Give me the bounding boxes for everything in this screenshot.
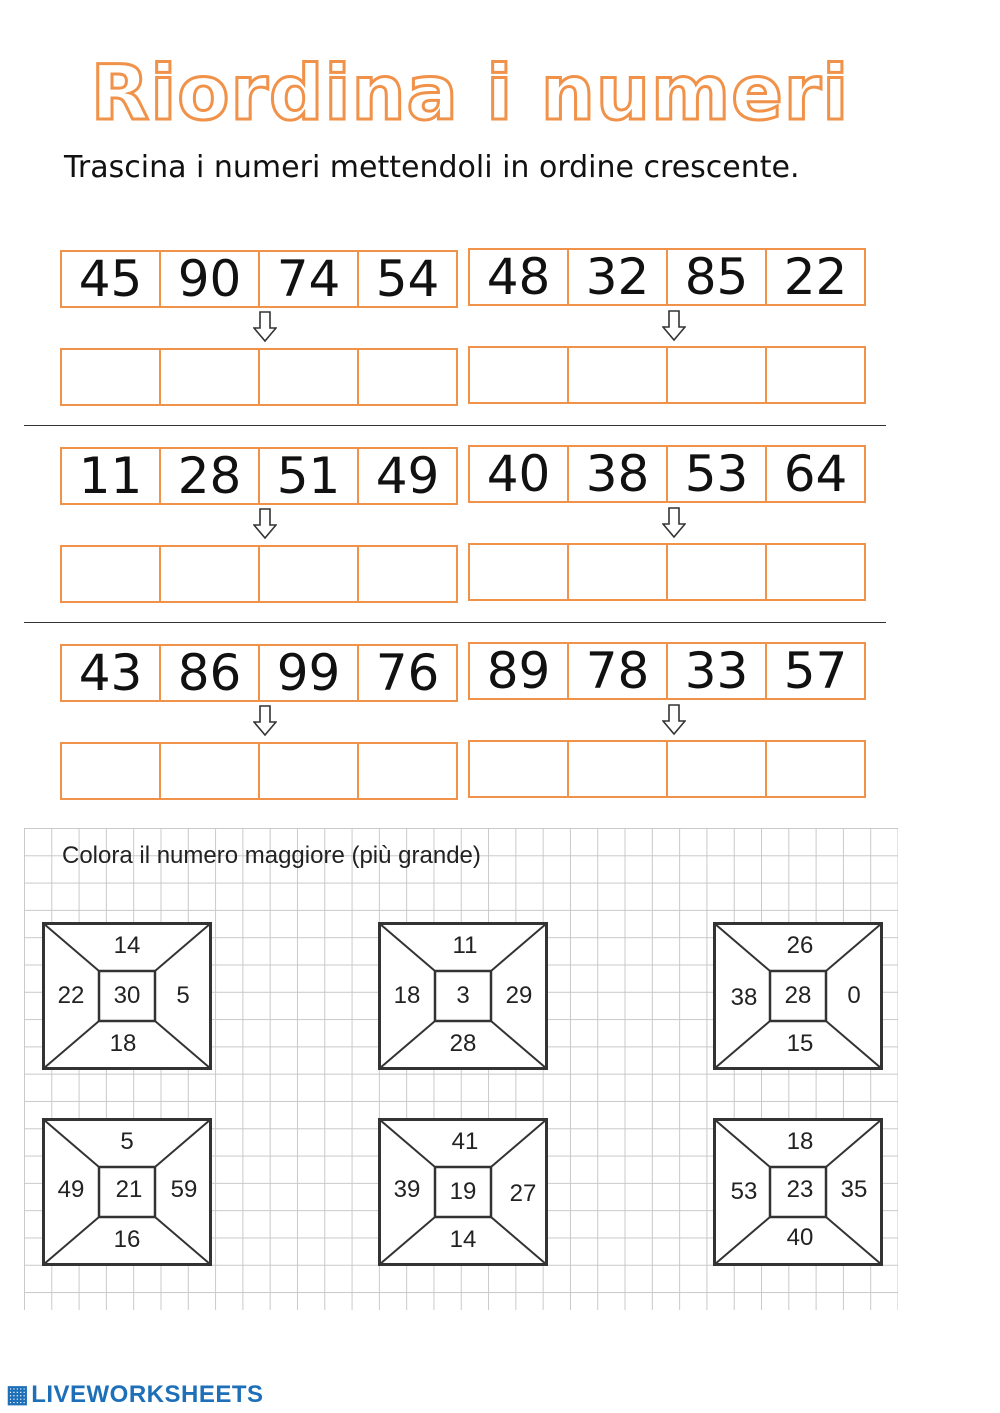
down-arrow-icon bbox=[662, 507, 686, 539]
square-left-number[interactable]: 53 bbox=[730, 1178, 758, 1205]
drop-slot[interactable] bbox=[468, 346, 569, 404]
number-row-3 bbox=[60, 447, 456, 505]
down-arrow-icon bbox=[253, 705, 277, 737]
liveworksheets-logo-icon: ▦ bbox=[6, 1381, 30, 1408]
square-left-number[interactable]: 49 bbox=[57, 1176, 85, 1203]
number-row-1 bbox=[60, 250, 456, 308]
page-title: Riordina i numeri bbox=[90, 48, 850, 137]
drop-slot[interactable] bbox=[765, 346, 866, 404]
drop-slot[interactable] bbox=[666, 740, 767, 798]
number-square-3[interactable] bbox=[713, 922, 883, 1070]
square-bottom-number[interactable]: 15 bbox=[786, 1030, 814, 1057]
down-arrow-icon bbox=[662, 704, 686, 736]
draggable-number[interactable]: 89 bbox=[468, 642, 569, 700]
square-bottom-number[interactable]: 14 bbox=[449, 1226, 477, 1253]
number-row-6 bbox=[468, 642, 864, 700]
square-top-number[interactable]: 26 bbox=[786, 932, 814, 959]
square-left-number[interactable]: 22 bbox=[57, 982, 85, 1009]
draggable-number[interactable]: 74 bbox=[258, 250, 359, 308]
drop-slot[interactable] bbox=[357, 545, 458, 603]
square-bottom-number[interactable]: 28 bbox=[449, 1030, 477, 1057]
draggable-number[interactable]: 99 bbox=[258, 644, 359, 702]
drop-slot[interactable] bbox=[159, 348, 260, 406]
drop-slot[interactable] bbox=[258, 742, 359, 800]
down-arrow-icon bbox=[662, 310, 686, 342]
draggable-number[interactable]: 86 bbox=[159, 644, 260, 702]
draggable-number[interactable]: 54 bbox=[357, 250, 458, 308]
square-left-number[interactable]: 38 bbox=[730, 984, 758, 1011]
draggable-number[interactable]: 64 bbox=[765, 445, 866, 503]
square-right-number[interactable]: 35 bbox=[840, 1176, 868, 1203]
section-divider bbox=[24, 425, 886, 426]
draggable-number[interactable]: 48 bbox=[468, 248, 569, 306]
colora-instruction: Colora il numero maggiore (più grande) bbox=[62, 842, 481, 869]
number-row-2 bbox=[468, 248, 864, 306]
square-top-number[interactable]: 14 bbox=[113, 932, 141, 959]
square-center-number[interactable]: 3 bbox=[456, 982, 470, 1009]
draggable-number[interactable]: 76 bbox=[357, 644, 458, 702]
square-bottom-number[interactable]: 40 bbox=[786, 1224, 814, 1251]
draggable-number[interactable]: 90 bbox=[159, 250, 260, 308]
draggable-number[interactable]: 43 bbox=[60, 644, 161, 702]
drop-slot[interactable] bbox=[60, 545, 161, 603]
draggable-number[interactable]: 53 bbox=[666, 445, 767, 503]
square-top-number[interactable]: 11 bbox=[452, 932, 478, 959]
answer-row-3 bbox=[60, 545, 456, 603]
square-right-number[interactable]: 5 bbox=[176, 982, 190, 1009]
square-center-number[interactable]: 30 bbox=[113, 982, 141, 1009]
drop-slot[interactable] bbox=[60, 348, 161, 406]
square-right-number[interactable]: 0 bbox=[847, 982, 861, 1009]
draggable-number[interactable]: 11 bbox=[60, 447, 161, 505]
drop-slot[interactable] bbox=[567, 346, 668, 404]
square-right-number[interactable]: 27 bbox=[509, 1180, 537, 1207]
drop-slot[interactable] bbox=[159, 545, 260, 603]
drop-slot[interactable] bbox=[60, 742, 161, 800]
drop-slot[interactable] bbox=[468, 740, 569, 798]
section-divider bbox=[24, 622, 886, 623]
draggable-number[interactable]: 32 bbox=[567, 248, 668, 306]
square-bottom-number[interactable]: 18 bbox=[109, 1030, 137, 1057]
number-square-5[interactable] bbox=[378, 1118, 548, 1266]
square-top-number[interactable]: 18 bbox=[786, 1128, 814, 1155]
answer-row-2 bbox=[468, 346, 864, 404]
down-arrow-icon bbox=[253, 311, 277, 343]
square-top-number[interactable]: 5 bbox=[120, 1128, 134, 1155]
draggable-number[interactable]: 51 bbox=[258, 447, 359, 505]
square-left-number[interactable]: 39 bbox=[393, 1176, 421, 1203]
footer-brand[interactable] bbox=[6, 1380, 264, 1409]
drop-slot[interactable] bbox=[357, 348, 458, 406]
drop-slot[interactable] bbox=[765, 543, 866, 601]
number-square-2[interactable] bbox=[378, 922, 548, 1070]
draggable-number[interactable]: 85 bbox=[666, 248, 767, 306]
draggable-number[interactable]: 22 bbox=[765, 248, 866, 306]
number-square-1[interactable] bbox=[42, 922, 212, 1070]
down-arrow-icon bbox=[253, 508, 277, 540]
draggable-number[interactable]: 78 bbox=[567, 642, 668, 700]
square-center-number[interactable]: 21 bbox=[115, 1176, 143, 1203]
answer-row-1 bbox=[60, 348, 456, 406]
draggable-number[interactable]: 57 bbox=[765, 642, 866, 700]
drop-slot[interactable] bbox=[357, 742, 458, 800]
square-left-number[interactable]: 18 bbox=[393, 982, 421, 1009]
drop-slot[interactable] bbox=[666, 346, 767, 404]
draggable-number[interactable]: 33 bbox=[666, 642, 767, 700]
square-right-number[interactable]: 59 bbox=[170, 1176, 198, 1203]
draggable-number[interactable]: 38 bbox=[567, 445, 668, 503]
square-center-number[interactable]: 28 bbox=[784, 982, 812, 1009]
answer-row-5 bbox=[60, 742, 456, 800]
number-row-5 bbox=[60, 644, 456, 702]
number-square-6[interactable] bbox=[713, 1118, 883, 1266]
number-row-4 bbox=[468, 445, 864, 503]
square-top-number[interactable]: 41 bbox=[451, 1128, 479, 1155]
drop-slot[interactable] bbox=[468, 543, 569, 601]
instruction-text: Trascina i numeri mettendoli in ordine crescente. bbox=[64, 150, 800, 185]
answer-row-6 bbox=[468, 740, 864, 798]
drop-slot[interactable] bbox=[567, 740, 668, 798]
draggable-number[interactable]: 49 bbox=[357, 447, 458, 505]
drop-slot[interactable] bbox=[765, 740, 866, 798]
square-bottom-number[interactable]: 16 bbox=[113, 1226, 141, 1253]
square-right-number[interactable]: 29 bbox=[505, 982, 533, 1009]
drop-slot[interactable] bbox=[159, 742, 260, 800]
draggable-number[interactable]: 45 bbox=[60, 250, 161, 308]
number-square-4[interactable] bbox=[42, 1118, 212, 1266]
square-center-number[interactable]: 19 bbox=[449, 1178, 477, 1205]
drop-slot[interactable] bbox=[258, 545, 359, 603]
drop-slot[interactable] bbox=[567, 543, 668, 601]
drop-slot[interactable] bbox=[258, 348, 359, 406]
brand-name: LIVEWORKSHEETS bbox=[31, 1381, 264, 1408]
draggable-number[interactable]: 28 bbox=[159, 447, 260, 505]
draggable-number[interactable]: 40 bbox=[468, 445, 569, 503]
square-center-number[interactable]: 23 bbox=[786, 1176, 814, 1203]
drop-slot[interactable] bbox=[666, 543, 767, 601]
answer-row-4 bbox=[468, 543, 864, 601]
